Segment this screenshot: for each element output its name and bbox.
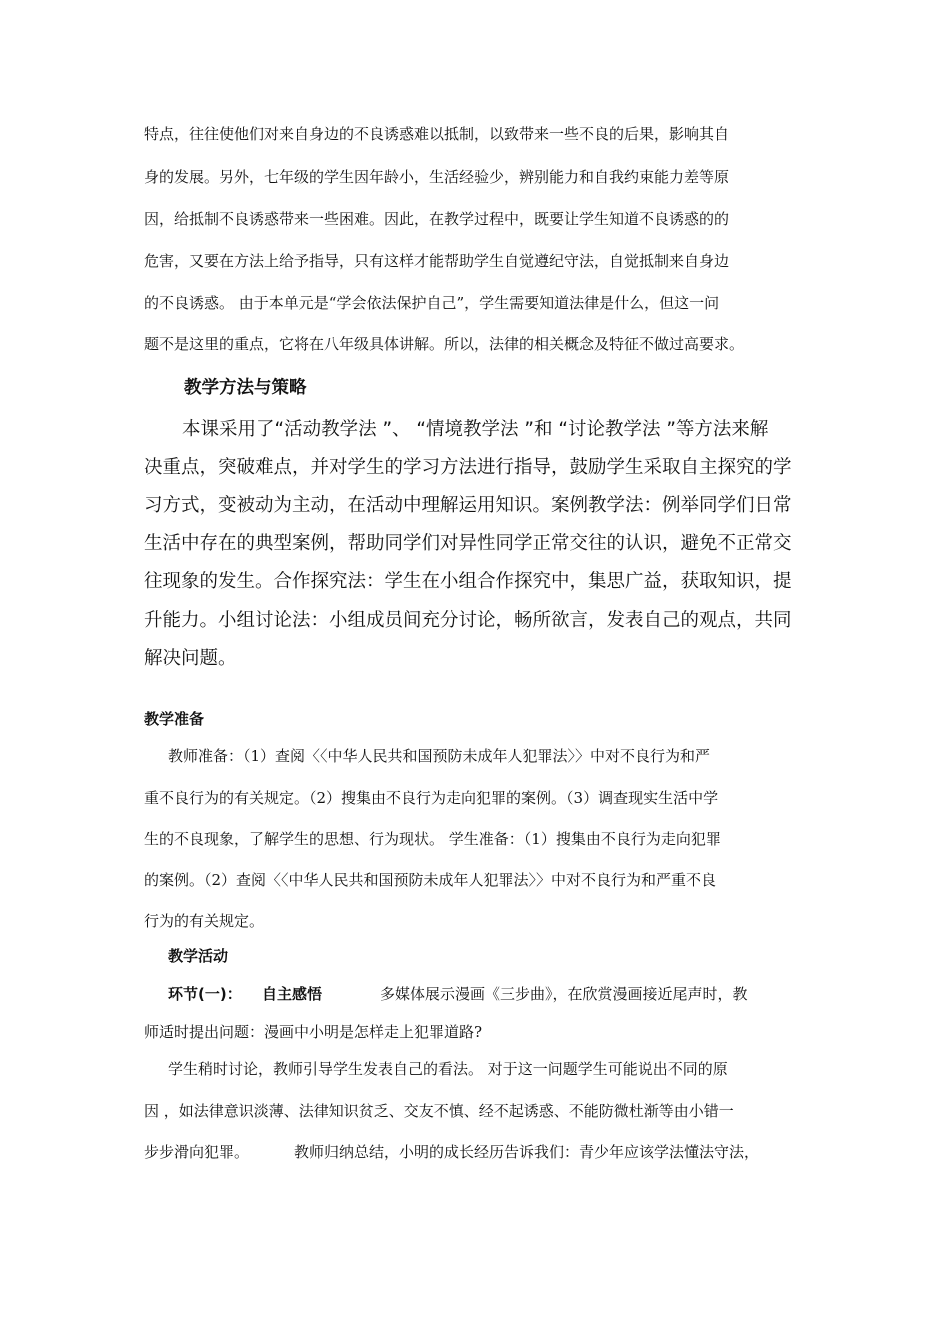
section-text: 多媒体展示漫画《三步曲》，在欣赏漫画接近尾声时，教 (380, 985, 748, 1003)
methods-line-4: 生活中存在的典型案例，帮助同学们对异性同学正常交往的认识，避免不正常交 (144, 533, 792, 554)
intro-line-1: 特点，往往使他们对来自身边的不良诱惑难以抵制，以致带来一些不良的后果，影响其自 (144, 125, 730, 143)
activities-line-1: 师适时提出问题：漫画中小明是怎样走上犯罪道路? (144, 1023, 483, 1041)
preparation-heading: 教学准备 (144, 710, 205, 728)
intro-line-4: 危害，又要在方法上给予指导，只有这样才能帮助学生自觉遵纪守法，自觉抵制来自身边 (144, 252, 730, 270)
methods-line-5: 往现象的发生。合作探究法：学生在小组合作探究中，集思广益，获取知识，提 (144, 571, 792, 592)
preparation-line-2: 重不良行为的有关规定。（2）搜集由不良行为走向犯罪的案例。（3）调查现实生活中学 (144, 789, 719, 807)
preparation-line-4: 的案例。（2）查阅〈〈中华人民共和国预防未成年人犯罪法〉〉中对不良行为和严重不良 (144, 871, 717, 889)
methods-line-6: 升能力。小组讨论法：小组成员间充分讨论，畅所欲言，发表自己的观点，共同 (144, 610, 792, 631)
preparation-line-5: 行为的有关规定。 (144, 912, 265, 930)
activities-line-2: 学生稍时讨论，教师引导学生发表自己的看法。 对于这一问题学生可能说出不同的原 (168, 1060, 728, 1078)
methods-line-3: 习方式，变被动为主动，在活动中理解运用知识。案例教学法：例举同学们日常 (144, 495, 792, 516)
section-label: 环节(一)： (168, 985, 242, 1003)
intro-line-2: 身的发展。另外，七年级的学生因年龄小，生活经验少，辨别能力和自我约束能力差等原 (144, 168, 730, 186)
intro-line-6: 题不是这里的重点，它将在八年级具体讲解。所以，法律的相关概念及特征不做过高要求。 (144, 335, 745, 353)
methods-line-2: 决重点，突破难点，并对学生的学习方法进行指导，鼓励学生采取自主探究的学 (144, 457, 792, 478)
intro-line-5: 的不良诱惑。 由于本单元是“学会依法保护自己”，学生需要知道法律是什么，但这一问 (144, 294, 720, 312)
methods-heading: 教学方法与策略 (184, 378, 307, 398)
activities-heading: 教学活动 (168, 947, 229, 965)
activities-line-4: 步步滑向犯罪。 (144, 1143, 250, 1161)
methods-line-7: 解决问题。 (144, 648, 237, 669)
methods-line-1: 本课采用了“活动教学法 ”、 “情境教学法 ”和 “讨论教学法 ”等方法来解 (182, 419, 769, 440)
preparation-line-1: 教师准备：（1）查阅〈〈中华人民共和国预防未成年人犯罪法〉〉中对不良行为和严 (168, 747, 711, 765)
preparation-line-3: 生的不良现象，了解学生的思想、行为现状。 学生准备：（1）搜集由不良行为走向犯罪 (144, 830, 721, 848)
intro-line-3: 因，给抵制不良诱惑带来一些困难。因此，在教学过程中，既要让学生知道不良诱惑的的 (144, 210, 730, 228)
activities-line-3: 因 ，如法律意识淡薄、法律知识贫乏、交友不慎、经不起诱惑、不能防微杜渐等由小错一 (144, 1102, 734, 1120)
activities-line-5: 教师归纳总结，小明的成长经历告诉我们：青少年应该学法懂法守法， (294, 1143, 760, 1161)
section-title: 自主感悟 (262, 985, 323, 1003)
